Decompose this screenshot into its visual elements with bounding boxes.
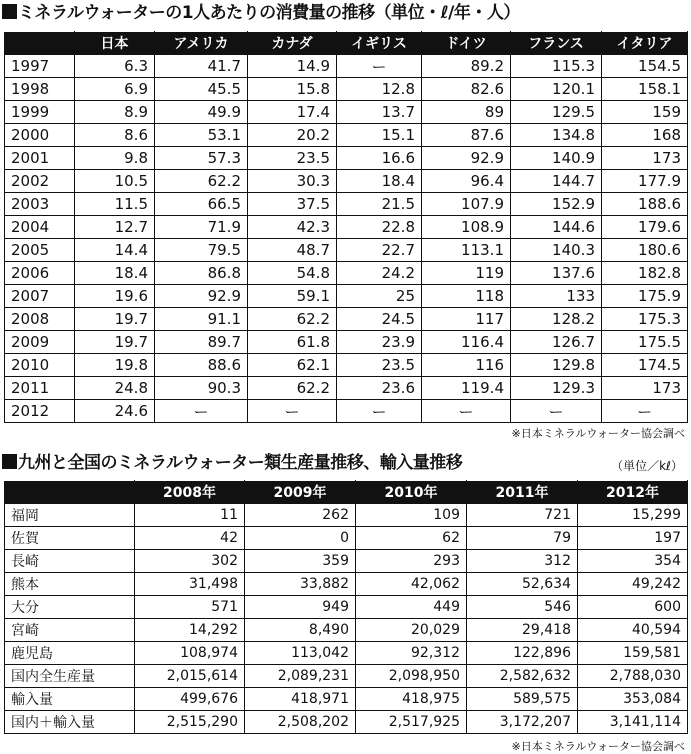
column-header: 日本 xyxy=(75,32,155,55)
table-cell: 353,084 xyxy=(578,688,688,711)
column-header: ドイツ xyxy=(422,32,511,55)
table1-title xyxy=(2,2,520,24)
table-cell: 11 xyxy=(135,504,245,527)
table-cell: 24.5 xyxy=(337,308,422,331)
table-cell: 116.4 xyxy=(422,331,511,354)
table-cell: 168 xyxy=(602,124,688,147)
table-cell: 262 xyxy=(245,504,356,527)
table-cell: 144.6 xyxy=(511,216,602,239)
table-row xyxy=(5,642,688,665)
table-cell: 92.9 xyxy=(422,147,511,170)
table-cell: 88.6 xyxy=(155,354,248,377)
square-bullet-icon xyxy=(2,454,17,469)
table-row xyxy=(5,285,688,308)
table-cell: 158.1 xyxy=(602,78,688,101)
table-cell: 89.7 xyxy=(155,331,248,354)
table-row xyxy=(5,239,688,262)
table-cell: 86.8 xyxy=(155,262,248,285)
column-header: イタリア xyxy=(602,32,688,55)
row-label: 2003 xyxy=(5,193,75,216)
column-header: 2010年 xyxy=(356,481,467,504)
table-cell: 24.8 xyxy=(75,377,155,400)
table-cell: 133 xyxy=(511,285,602,308)
table-cell: 312 xyxy=(467,550,578,573)
table-cell: 79 xyxy=(467,527,578,550)
table-row xyxy=(5,619,688,642)
row-label: 佐賀 xyxy=(5,527,135,550)
table-cell: 129.8 xyxy=(511,354,602,377)
table-cell: 2,089,231 xyxy=(245,665,356,688)
table-cell: 182.8 xyxy=(602,262,688,285)
table-cell: 174.5 xyxy=(602,354,688,377)
table-row xyxy=(5,527,688,550)
table-cell: 117 xyxy=(422,308,511,331)
table-cell: 42,062 xyxy=(356,573,467,596)
table-cell: 15.8 xyxy=(248,78,337,101)
table-cell: 137.6 xyxy=(511,262,602,285)
table-cell: ー xyxy=(422,400,511,423)
table-cell: 126.7 xyxy=(511,331,602,354)
column-header: フランス xyxy=(511,32,602,55)
table-cell: 152.9 xyxy=(511,193,602,216)
table-cell: 24.2 xyxy=(337,262,422,285)
table-cell: 23.6 xyxy=(337,377,422,400)
table-cell: 159,581 xyxy=(578,642,688,665)
table-cell: 13.7 xyxy=(337,101,422,124)
table-cell: 546 xyxy=(467,596,578,619)
table-cell: 197 xyxy=(578,527,688,550)
table-cell: 302 xyxy=(135,550,245,573)
table-cell: 14.4 xyxy=(75,239,155,262)
table-row xyxy=(5,504,688,527)
table-cell: 40,594 xyxy=(578,619,688,642)
column-header xyxy=(5,481,135,504)
table-row xyxy=(5,216,688,239)
table-cell: 128.2 xyxy=(511,308,602,331)
table-cell: 25 xyxy=(337,285,422,308)
table-row xyxy=(5,400,688,423)
table-cell: 19.7 xyxy=(75,331,155,354)
row-label: 1999 xyxy=(5,101,75,124)
table-cell: 949 xyxy=(245,596,356,619)
table-cell: 82.6 xyxy=(422,78,511,101)
table-row xyxy=(5,573,688,596)
table-cell: 15,299 xyxy=(578,504,688,527)
source-note: ※日本ミネラルウォーター協会調べ xyxy=(511,740,685,753)
table-cell: 449 xyxy=(356,596,467,619)
table-cell: 22.8 xyxy=(337,216,422,239)
table-cell: 175.9 xyxy=(602,285,688,308)
column-header: 2011年 xyxy=(467,481,578,504)
row-label: 2012 xyxy=(5,400,75,423)
table-cell: 54.8 xyxy=(248,262,337,285)
table-cell: 188.6 xyxy=(602,193,688,216)
table-cell: 22.7 xyxy=(337,239,422,262)
table-cell: 116 xyxy=(422,354,511,377)
table-cell: 6.3 xyxy=(75,55,155,78)
row-label: 1998 xyxy=(5,78,75,101)
table-cell: 14,292 xyxy=(135,619,245,642)
table-cell: 19.6 xyxy=(75,285,155,308)
row-label: 2010 xyxy=(5,354,75,377)
table-cell: 589,575 xyxy=(467,688,578,711)
table2-title xyxy=(2,452,462,474)
table-cell: 118 xyxy=(422,285,511,308)
table-cell: 113,042 xyxy=(245,642,356,665)
row-label: 熊本 xyxy=(5,573,135,596)
table-cell: 31,498 xyxy=(135,573,245,596)
row-label: 輸入量 xyxy=(5,688,135,711)
table-cell: 42 xyxy=(135,527,245,550)
table-cell: 18.4 xyxy=(75,262,155,285)
table-cell: 92,312 xyxy=(356,642,467,665)
table-cell: 18.4 xyxy=(337,170,422,193)
table-cell: 23.9 xyxy=(337,331,422,354)
table-cell: 2,582,632 xyxy=(467,665,578,688)
table-cell: 3,141,114 xyxy=(578,711,688,734)
table-cell: 8.9 xyxy=(75,101,155,124)
row-label: 国内＋輸入量 xyxy=(5,711,135,734)
table-cell: 2,788,030 xyxy=(578,665,688,688)
table-cell: ー xyxy=(155,400,248,423)
table-cell: 173 xyxy=(602,147,688,170)
table-cell: 52,634 xyxy=(467,573,578,596)
row-label: 鹿児島 xyxy=(5,642,135,665)
table-row xyxy=(5,55,688,78)
table-row xyxy=(5,711,688,734)
column-header: イギリス xyxy=(337,32,422,55)
table-row xyxy=(5,147,688,170)
row-label: 福岡 xyxy=(5,504,135,527)
table-cell: 175.3 xyxy=(602,308,688,331)
table-cell: 115.3 xyxy=(511,55,602,78)
table-cell: 23.5 xyxy=(337,354,422,377)
square-bullet-icon xyxy=(2,4,17,19)
table-row xyxy=(5,331,688,354)
column-header: 2008年 xyxy=(135,481,245,504)
table-cell: 42.3 xyxy=(248,216,337,239)
row-label: 2006 xyxy=(5,262,75,285)
table2-unit: （単位／kℓ） xyxy=(611,459,683,473)
table-cell: 8.6 xyxy=(75,124,155,147)
table-cell: 30.3 xyxy=(248,170,337,193)
consumption-table xyxy=(4,31,688,423)
table-cell: 122,896 xyxy=(467,642,578,665)
table-cell: 49,242 xyxy=(578,573,688,596)
table-cell: 89 xyxy=(422,101,511,124)
table2-title-text: 九州と全国のミネラルウォーター類生産量推移、輸入量推移 xyxy=(18,453,463,473)
table-cell: 12.7 xyxy=(75,216,155,239)
table-cell: 92.9 xyxy=(155,285,248,308)
table-cell: 2,508,202 xyxy=(245,711,356,734)
row-label: 2001 xyxy=(5,147,75,170)
table-cell: 120.1 xyxy=(511,78,602,101)
table-cell: 140.9 xyxy=(511,147,602,170)
row-label: 2008 xyxy=(5,308,75,331)
table-cell: 109 xyxy=(356,504,467,527)
row-label: 2009 xyxy=(5,331,75,354)
table-cell: 159 xyxy=(602,101,688,124)
table-row xyxy=(5,193,688,216)
table-cell: 108,974 xyxy=(135,642,245,665)
table-cell: 96.4 xyxy=(422,170,511,193)
table-header-row xyxy=(5,481,688,504)
table-cell: 19.8 xyxy=(75,354,155,377)
column-header: アメリカ xyxy=(155,32,248,55)
table-cell: ー xyxy=(337,400,422,423)
table-cell: 89.2 xyxy=(422,55,511,78)
table-cell: 41.7 xyxy=(155,55,248,78)
column-header xyxy=(5,32,75,55)
table-cell: 129.3 xyxy=(511,377,602,400)
row-label: 大分 xyxy=(5,596,135,619)
table-cell: 71.9 xyxy=(155,216,248,239)
table-cell: 59.1 xyxy=(248,285,337,308)
table-cell: 179.6 xyxy=(602,216,688,239)
row-label: 長崎 xyxy=(5,550,135,573)
row-label: 2005 xyxy=(5,239,75,262)
table-cell: 29,418 xyxy=(467,619,578,642)
table-cell: 108.9 xyxy=(422,216,511,239)
table-cell: 66.5 xyxy=(155,193,248,216)
table-cell: 359 xyxy=(245,550,356,573)
table-cell: 354 xyxy=(578,550,688,573)
table-cell: 62.1 xyxy=(248,354,337,377)
table-row xyxy=(5,377,688,400)
table-row xyxy=(5,550,688,573)
table-row xyxy=(5,170,688,193)
table-cell: 91.1 xyxy=(155,308,248,331)
table-cell: 11.5 xyxy=(75,193,155,216)
row-label: 宮崎 xyxy=(5,619,135,642)
table-cell: 10.5 xyxy=(75,170,155,193)
table-cell: 62 xyxy=(356,527,467,550)
table-cell: 293 xyxy=(356,550,467,573)
table-cell: 19.7 xyxy=(75,308,155,331)
column-header: 2012年 xyxy=(578,481,688,504)
table-cell: 119.4 xyxy=(422,377,511,400)
row-label: 2007 xyxy=(5,285,75,308)
production-table xyxy=(4,480,688,734)
row-label: 2000 xyxy=(5,124,75,147)
table-cell: 3,172,207 xyxy=(467,711,578,734)
column-header: カナダ xyxy=(248,32,337,55)
table-cell: 180.6 xyxy=(602,239,688,262)
table-cell: 113.1 xyxy=(422,239,511,262)
row-label: 2011 xyxy=(5,377,75,400)
table-cell: 418,975 xyxy=(356,688,467,711)
table-cell: 33,882 xyxy=(245,573,356,596)
table-cell: 16.6 xyxy=(337,147,422,170)
table-cell: ー xyxy=(511,400,602,423)
table-cell: 20.2 xyxy=(248,124,337,147)
table-cell: 129.5 xyxy=(511,101,602,124)
table-cell: 134.8 xyxy=(511,124,602,147)
table-cell: 12.8 xyxy=(337,78,422,101)
table-cell: 0 xyxy=(245,527,356,550)
table-cell: 57.3 xyxy=(155,147,248,170)
table-row xyxy=(5,688,688,711)
table-cell: 45.5 xyxy=(155,78,248,101)
column-header: 2009年 xyxy=(245,481,356,504)
table-row xyxy=(5,101,688,124)
table-row xyxy=(5,665,688,688)
table-cell: 15.1 xyxy=(337,124,422,147)
table-cell: 17.4 xyxy=(248,101,337,124)
table-cell: 2,015,614 xyxy=(135,665,245,688)
table-cell: 53.1 xyxy=(155,124,248,147)
row-label: 2002 xyxy=(5,170,75,193)
table-row xyxy=(5,596,688,619)
table-cell: 175.5 xyxy=(602,331,688,354)
table-cell: 62.2 xyxy=(248,377,337,400)
table-cell: 418,971 xyxy=(245,688,356,711)
table-cell: 24.6 xyxy=(75,400,155,423)
table-cell: 61.8 xyxy=(248,331,337,354)
table-cell: 8,490 xyxy=(245,619,356,642)
table-row xyxy=(5,354,688,377)
table-cell: 62.2 xyxy=(248,308,337,331)
table-cell: 144.7 xyxy=(511,170,602,193)
table-cell: 90.3 xyxy=(155,377,248,400)
table-cell: 62.2 xyxy=(155,170,248,193)
table-cell: 119 xyxy=(422,262,511,285)
table-cell: 87.6 xyxy=(422,124,511,147)
table-cell: 2,515,290 xyxy=(135,711,245,734)
row-label: 1997 xyxy=(5,55,75,78)
row-label: 2004 xyxy=(5,216,75,239)
table-cell: 721 xyxy=(467,504,578,527)
table-cell: 600 xyxy=(578,596,688,619)
source-note: ※日本ミネラルウォーター協会調べ xyxy=(511,427,685,440)
table-cell: 571 xyxy=(135,596,245,619)
table-header-row xyxy=(5,32,688,55)
table-cell: 499,676 xyxy=(135,688,245,711)
table-cell: 177.9 xyxy=(602,170,688,193)
table-cell: 140.3 xyxy=(511,239,602,262)
table-row xyxy=(5,124,688,147)
table-cell: 79.5 xyxy=(155,239,248,262)
table1-title-text: ミネラルウォーターの1人あたりの消費量の推移（単位・ℓ/年・人） xyxy=(18,3,520,23)
table-cell: 154.5 xyxy=(602,55,688,78)
table-cell: 173 xyxy=(602,377,688,400)
table-cell: 2,098,950 xyxy=(356,665,467,688)
table-cell: 2,517,925 xyxy=(356,711,467,734)
table-cell: 49.9 xyxy=(155,101,248,124)
table-cell: ー xyxy=(602,400,688,423)
table-cell: 14.9 xyxy=(248,55,337,78)
table-cell: 21.5 xyxy=(337,193,422,216)
table-cell: 6.9 xyxy=(75,78,155,101)
table-cell: 37.5 xyxy=(248,193,337,216)
table-cell: ー xyxy=(248,400,337,423)
table-row xyxy=(5,262,688,285)
table-cell: 48.7 xyxy=(248,239,337,262)
table-row xyxy=(5,308,688,331)
table-cell: ー xyxy=(337,55,422,78)
table-cell: 20,029 xyxy=(356,619,467,642)
row-label: 国内全生産量 xyxy=(5,665,135,688)
table-cell: 23.5 xyxy=(248,147,337,170)
table-cell: 9.8 xyxy=(75,147,155,170)
table-cell: 107.9 xyxy=(422,193,511,216)
table-row xyxy=(5,78,688,101)
